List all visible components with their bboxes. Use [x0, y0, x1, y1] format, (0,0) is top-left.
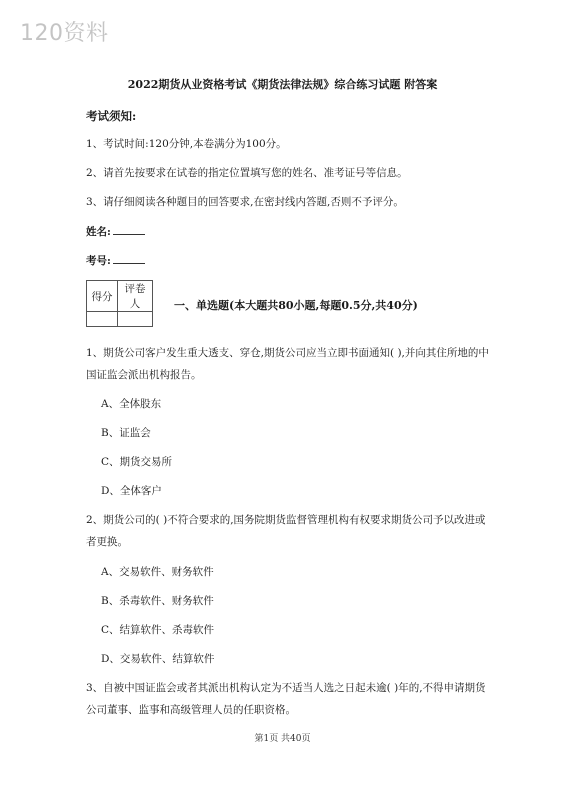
name-blank[interactable] [113, 224, 145, 235]
note-item: 3、请仔细阅读各种题目的回答要求,在密封线内答题,否则不予评分。 [86, 196, 404, 208]
grader-cell[interactable] [118, 312, 153, 327]
id-field[interactable] [86, 253, 145, 268]
option[interactable]: D、交易软件、结算软件 [101, 653, 215, 665]
option[interactable]: A、全体股东 [101, 398, 162, 410]
score-table [86, 280, 153, 327]
question-text: 1、期货公司客户发生重大透支、穿仓,期货公司应当立即书面通知( ),并向其住所地的中国证监会派出机构报告。 [86, 347, 489, 381]
option[interactable]: B、杀毒软件、财务软件 [101, 595, 214, 607]
id-label: 考号: [86, 255, 111, 267]
score-cell[interactable] [87, 312, 118, 327]
note-item: 1、考试时间:120分钟,本卷满分为100分。 [86, 138, 287, 150]
question-text: 3、自被中国证监会或者其派出机构认定为不适当人选之日起未逾( )年的,不得申请期货公司董事、监事和高级管理人员的任职资格。 [86, 682, 486, 716]
option[interactable]: A、交易软件、财务软件 [101, 566, 214, 578]
option[interactable]: C、结算软件、杀毒软件 [101, 624, 215, 636]
watermark: 120资料 [20, 21, 109, 46]
option[interactable]: C、期货交易所 [101, 456, 173, 468]
option[interactable]: D、全体客户 [101, 485, 162, 497]
option[interactable]: B、证监会 [101, 427, 151, 439]
page-footer: 第1页 共40页 [254, 734, 311, 744]
section-title: 一、单选题(本大题共80小题,每题0.5分,共40分) [174, 299, 418, 312]
document-title: 2022期货从业资格考试《期货法律法规》综合练习试题 附答案 [127, 78, 438, 91]
grader-header: 评卷人 [118, 281, 153, 312]
name-field[interactable] [86, 224, 145, 239]
name-label: 姓名: [86, 226, 111, 238]
note-item: 2、请首先按要求在试卷的指定位置填写您的姓名、准考证号等信息。 [86, 167, 408, 179]
question-text: 2、期货公司的( )不符合要求的,国务院期货监督管理机构有权要求期货公司予以改进或者更换。 [86, 514, 486, 548]
notes-heading: 考试须知: [86, 109, 137, 123]
id-blank[interactable] [113, 253, 145, 264]
score-header: 得分 [87, 281, 118, 312]
